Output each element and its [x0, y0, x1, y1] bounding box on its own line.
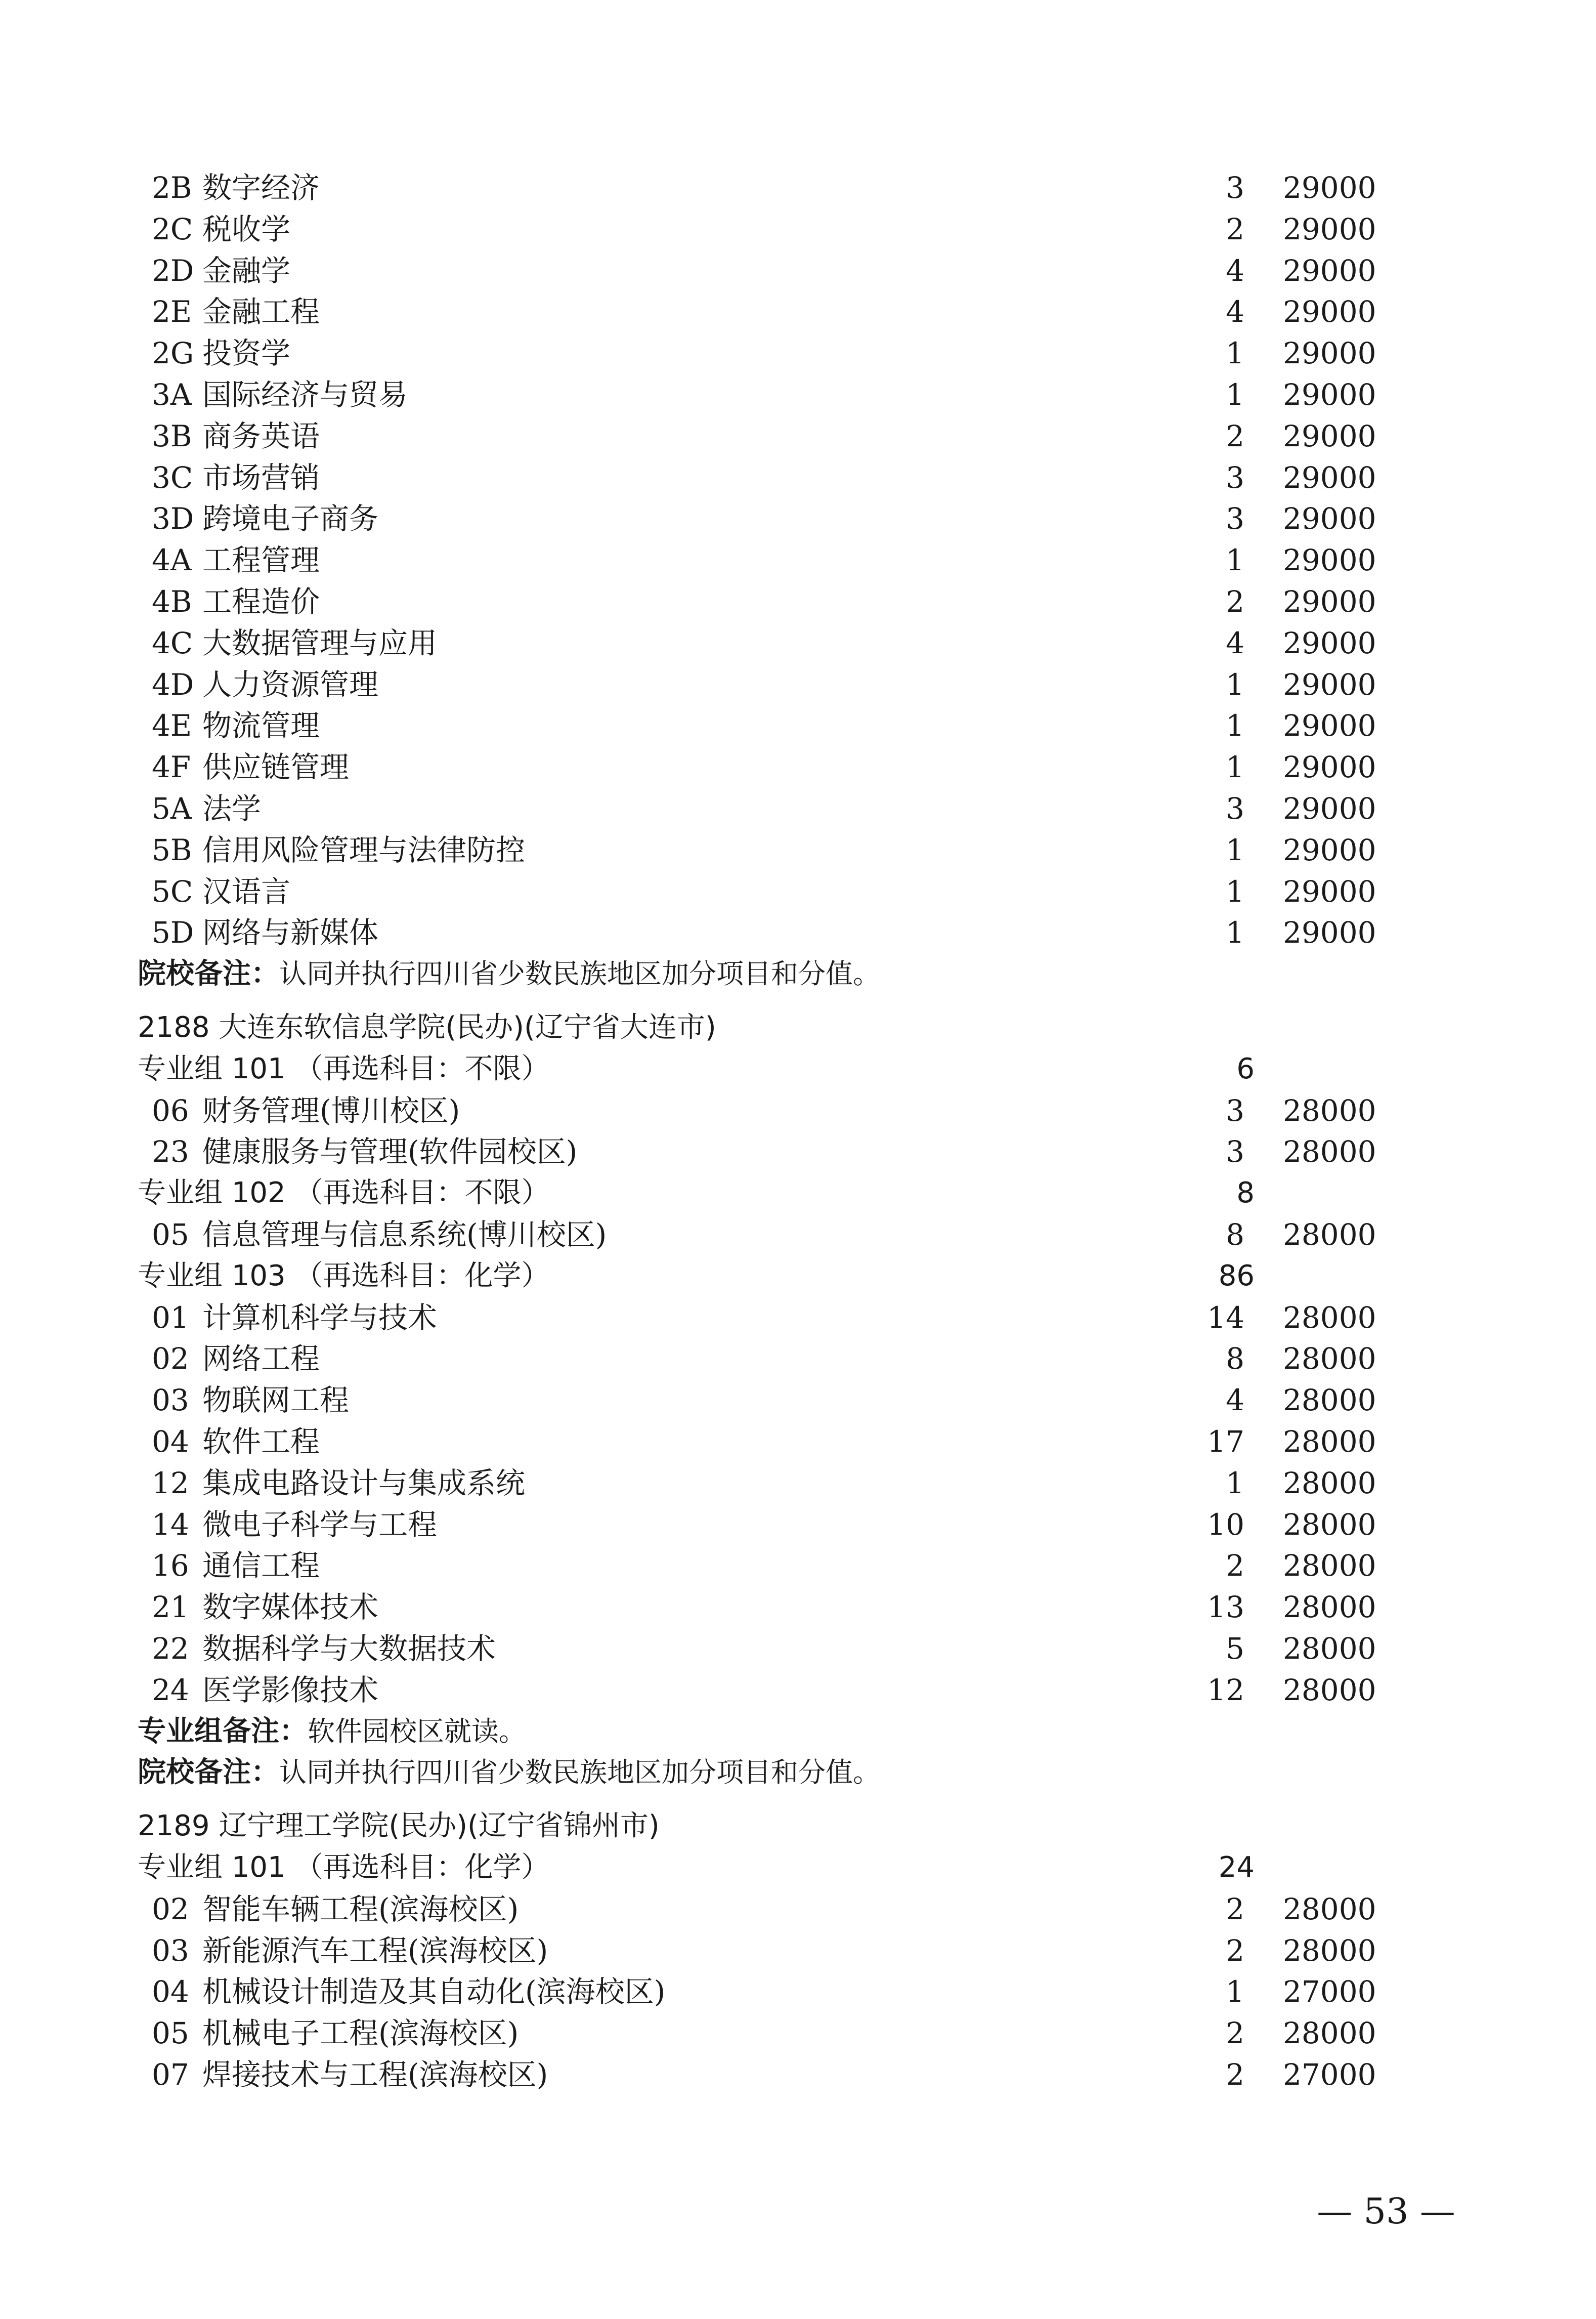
major-name: 智能车辆工程(滨海校区) — [202, 1892, 519, 1926]
school-note — [0, 1752, 1596, 1793]
major-code: 4A — [152, 543, 192, 577]
major-row — [0, 208, 1596, 250]
major-row — [0, 1379, 1596, 1421]
major-row — [0, 1214, 1596, 1255]
major-count: 14 — [1207, 1300, 1244, 1335]
major-fee: 27000 — [1283, 2057, 1376, 2092]
major-count: 3 — [1226, 1093, 1244, 1128]
major-code: 2C — [152, 212, 193, 246]
major-fee: 29000 — [1283, 171, 1376, 205]
major-name: 数据科学与大数据技术 — [202, 1631, 496, 1666]
major-fee: 28000 — [1283, 1134, 1376, 1169]
major-code: 05 — [152, 2016, 189, 2050]
major-fee: 29000 — [1283, 584, 1376, 619]
major-fee: 29000 — [1283, 336, 1376, 370]
major-row — [0, 1297, 1596, 1338]
major-fee: 28000 — [1283, 1892, 1376, 1926]
major-code: 22 — [152, 1631, 189, 1666]
school-title — [0, 1805, 1596, 1847]
major-count: 2 — [1226, 2057, 1244, 2092]
major-fee: 28000 — [1283, 1383, 1376, 1417]
major-row — [0, 539, 1596, 581]
major-count: 1 — [1226, 915, 1244, 950]
major-code: 5D — [152, 915, 194, 950]
major-fee: 29000 — [1283, 460, 1376, 495]
major-row — [0, 1971, 1596, 2012]
note-label: 院校备注： — [138, 957, 279, 990]
major-count: 1 — [1226, 336, 1244, 370]
major-fee: 29000 — [1283, 419, 1376, 453]
major-row — [0, 415, 1596, 457]
major-row — [0, 457, 1596, 498]
major-row — [0, 622, 1596, 664]
major-name: 健康服务与管理(软件园校区) — [202, 1134, 578, 1169]
major-name: 大数据管理与应用 — [202, 626, 438, 660]
major-code: 2D — [152, 254, 194, 288]
major-code: 16 — [152, 1548, 189, 1583]
major-code: 4F — [152, 750, 191, 784]
major-code: 23 — [152, 1134, 189, 1169]
major-fee: 28000 — [1283, 1631, 1376, 1666]
major-row — [0, 829, 1596, 871]
page-number: — 53 — — [1317, 2190, 1455, 2232]
major-fee: 28000 — [1283, 2016, 1376, 2050]
group-heading-text: 专业组 101 （再选科目：不限） — [138, 1052, 550, 1085]
group-heading — [0, 1048, 1596, 1090]
major-count: 4 — [1226, 1383, 1244, 1417]
group-heading-text: 专业组 103 （再选科目：化学） — [138, 1259, 550, 1292]
major-count: 2 — [1226, 419, 1244, 453]
major-count: 1 — [1226, 377, 1244, 412]
major-fee: 29000 — [1283, 626, 1376, 660]
major-row — [0, 664, 1596, 705]
major-code: 2G — [152, 336, 194, 370]
major-count: 3 — [1226, 791, 1244, 826]
major-name: 人力资源管理 — [202, 667, 379, 702]
major-name: 信息管理与信息系统(博川校区) — [202, 1217, 607, 1252]
major-code: 12 — [152, 1466, 189, 1500]
major-count: 8 — [1226, 1217, 1244, 1252]
major-row — [0, 1930, 1596, 1971]
major-fee: 29000 — [1283, 501, 1376, 536]
major-code: 5B — [152, 833, 192, 867]
major-row — [0, 250, 1596, 291]
major-name: 数字媒体技术 — [202, 1590, 379, 1624]
school-note — [0, 953, 1596, 995]
major-fee: 29000 — [1283, 543, 1376, 577]
major-code: 07 — [152, 2057, 189, 2092]
note-label: 专业组备注： — [138, 1715, 308, 1748]
major-name: 跨境电子商务 — [202, 501, 379, 536]
major-name: 财务管理(博川校区) — [202, 1093, 460, 1128]
group-count: 8 — [1236, 1176, 1255, 1209]
major-name: 医学影像技术 — [202, 1673, 379, 1707]
major-row — [0, 788, 1596, 829]
major-code: 4B — [152, 584, 192, 619]
major-name: 新能源汽车工程(滨海校区) — [202, 1933, 548, 1968]
major-count: 3 — [1226, 1134, 1244, 1169]
group-count: 6 — [1236, 1052, 1255, 1085]
major-name: 投资学 — [202, 336, 291, 370]
major-row — [0, 374, 1596, 415]
major-name: 焊接技术与工程(滨海校区) — [202, 2057, 548, 2092]
major-count: 2 — [1226, 2016, 1244, 2050]
major-fee: 29000 — [1283, 708, 1376, 743]
major-row — [0, 1090, 1596, 1131]
major-fee: 27000 — [1283, 1974, 1376, 2009]
major-fee: 28000 — [1283, 1466, 1376, 1500]
major-name: 通信工程 — [202, 1548, 320, 1583]
major-name: 集成电路设计与集成系统 — [202, 1466, 526, 1500]
major-name: 工程管理 — [202, 543, 320, 577]
major-code: 04 — [152, 1424, 189, 1459]
major-name: 汉语言 — [202, 874, 291, 909]
major-name: 商务英语 — [202, 419, 320, 453]
group-heading-text: 专业组 102 （再选科目：不限） — [138, 1176, 550, 1209]
major-fee: 28000 — [1283, 1217, 1376, 1252]
major-name: 供应链管理 — [202, 750, 350, 784]
major-count: 1 — [1226, 667, 1244, 702]
major-fee: 28000 — [1283, 1933, 1376, 1968]
major-fee: 28000 — [1283, 1590, 1376, 1624]
major-code: 14 — [152, 1507, 189, 1542]
group-count: 86 — [1218, 1259, 1255, 1292]
major-code: 4C — [152, 626, 193, 660]
major-name: 金融工程 — [202, 294, 320, 329]
major-row — [0, 871, 1596, 912]
major-name: 物联网工程 — [202, 1383, 350, 1417]
major-name: 信用风险管理与法律防控 — [202, 833, 526, 867]
major-count: 1 — [1226, 833, 1244, 867]
major-fee: 28000 — [1283, 1548, 1376, 1583]
major-count: 2 — [1226, 584, 1244, 619]
major-fee: 28000 — [1283, 1093, 1376, 1128]
major-code: 06 — [152, 1093, 189, 1128]
major-count: 4 — [1226, 626, 1244, 660]
major-name: 税收学 — [202, 212, 291, 246]
major-code: 3C — [152, 460, 193, 495]
major-row — [0, 1131, 1596, 1172]
major-count: 1 — [1226, 543, 1244, 577]
major-name: 机械设计制造及其自动化(滨海校区) — [202, 1974, 666, 2009]
group-heading — [0, 1847, 1596, 1888]
major-fee: 29000 — [1283, 750, 1376, 784]
major-row — [0, 1888, 1596, 1930]
note-text — [138, 1752, 880, 1800]
major-row — [0, 705, 1596, 746]
major-count: 10 — [1207, 1507, 1244, 1542]
major-row — [0, 1462, 1596, 1504]
group-heading-text: 专业组 101 （再选科目：化学） — [138, 1851, 550, 1884]
major-row — [0, 2012, 1596, 2054]
major-name: 网络与新媒体 — [202, 915, 379, 950]
major-count: 3 — [1226, 501, 1244, 536]
major-row — [0, 912, 1596, 953]
major-count: 2 — [1226, 1548, 1244, 1583]
major-count: 2 — [1226, 1892, 1244, 1926]
major-fee: 29000 — [1283, 294, 1376, 329]
major-count: 17 — [1207, 1424, 1244, 1459]
major-fee: 29000 — [1283, 667, 1376, 702]
group-heading — [0, 1172, 1596, 1214]
major-name: 市场营销 — [202, 460, 320, 495]
major-row — [0, 167, 1596, 208]
note-label: 院校备注： — [138, 1756, 279, 1789]
major-code: 03 — [152, 1383, 189, 1417]
major-code: 3D — [152, 501, 194, 536]
school-title-text: 2189 辽宁理工学院(民办)(辽宁省锦州市) — [138, 1809, 660, 1842]
major-row — [0, 1545, 1596, 1586]
major-name: 工程造价 — [202, 584, 320, 619]
major-row — [0, 1338, 1596, 1379]
major-fee: 28000 — [1283, 1341, 1376, 1376]
school-title-text: 2188 大连东软信息学院(民办)(辽宁省大连市) — [138, 1011, 716, 1044]
major-name: 机械电子工程(滨海校区) — [202, 2016, 519, 2050]
group-count: 24 — [1218, 1851, 1255, 1884]
major-name: 国际经济与贸易 — [202, 377, 408, 412]
major-row — [0, 1628, 1596, 1669]
major-row — [0, 1586, 1596, 1628]
major-count: 1 — [1226, 1974, 1244, 2009]
major-fee: 29000 — [1283, 254, 1376, 288]
major-name: 微电子科学与工程 — [202, 1507, 438, 1542]
major-fee: 29000 — [1283, 833, 1376, 867]
major-row — [0, 291, 1596, 332]
major-row — [0, 1669, 1596, 1711]
major-name: 网络工程 — [202, 1341, 320, 1376]
group-note — [0, 1711, 1596, 1752]
major-code: 5A — [152, 791, 192, 826]
major-count: 4 — [1226, 294, 1244, 329]
major-count: 3 — [1226, 460, 1244, 495]
major-fee: 28000 — [1283, 1300, 1376, 1335]
major-code: 3A — [152, 377, 192, 412]
major-name: 计算机科学与技术 — [202, 1300, 438, 1335]
major-count: 8 — [1226, 1341, 1244, 1376]
major-fee: 29000 — [1283, 377, 1376, 412]
major-row — [0, 332, 1596, 374]
major-code: 24 — [152, 1673, 189, 1707]
major-fee: 29000 — [1283, 874, 1376, 909]
major-count: 5 — [1226, 1631, 1244, 1666]
major-code: 5C — [152, 874, 193, 909]
major-code: 01 — [152, 1300, 189, 1335]
major-count: 1 — [1226, 874, 1244, 909]
major-row — [0, 2054, 1596, 2095]
major-fee: 28000 — [1283, 1507, 1376, 1542]
major-code: 4E — [152, 708, 192, 743]
major-row — [0, 1421, 1596, 1462]
note-text — [138, 953, 880, 1002]
major-count: 12 — [1207, 1673, 1244, 1707]
major-fee: 29000 — [1283, 791, 1376, 826]
major-code: 3B — [152, 419, 192, 453]
major-count: 4 — [1226, 254, 1244, 288]
major-name: 软件工程 — [202, 1424, 320, 1459]
major-code: 02 — [152, 1892, 189, 1926]
major-fee: 28000 — [1283, 1673, 1376, 1707]
major-code: 03 — [152, 1933, 189, 1968]
major-code: 02 — [152, 1341, 189, 1376]
major-row — [0, 746, 1596, 788]
group-heading — [0, 1255, 1596, 1297]
major-row — [0, 1504, 1596, 1545]
major-count: 1 — [1226, 708, 1244, 743]
major-code: 2B — [152, 171, 192, 205]
major-count: 3 — [1226, 171, 1244, 205]
major-name: 数字经济 — [202, 171, 320, 205]
note-body: 认同并执行四川省少数民族地区加分项目和分值。 — [279, 1756, 880, 1788]
major-name: 法学 — [202, 791, 262, 826]
major-count: 1 — [1226, 1466, 1244, 1500]
major-row — [0, 498, 1596, 539]
major-count: 13 — [1207, 1590, 1244, 1624]
major-code: 21 — [152, 1590, 189, 1624]
major-code: 2E — [152, 294, 192, 329]
note-body: 认同并执行四川省少数民族地区加分项目和分值。 — [279, 958, 880, 990]
major-name: 物流管理 — [202, 708, 320, 743]
major-row — [0, 581, 1596, 622]
major-code: 4D — [152, 667, 194, 702]
note-body: 软件园校区就读。 — [308, 1715, 526, 1747]
major-fee: 29000 — [1283, 915, 1376, 950]
major-count: 2 — [1226, 1933, 1244, 1968]
major-fee: 28000 — [1283, 1424, 1376, 1459]
major-name: 金融学 — [202, 254, 291, 288]
major-fee: 29000 — [1283, 212, 1376, 246]
major-code: 05 — [152, 1217, 189, 1252]
school-title — [0, 1007, 1596, 1048]
major-code: 04 — [152, 1974, 189, 2009]
major-count: 1 — [1226, 750, 1244, 784]
major-count: 2 — [1226, 212, 1244, 246]
